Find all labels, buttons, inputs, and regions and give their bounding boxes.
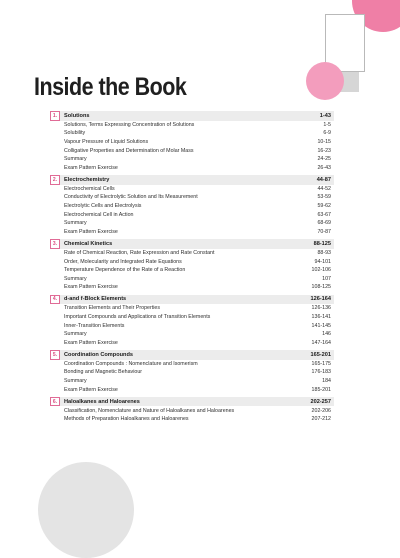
toc-entry-label: Exam Pattern Exercise <box>64 228 118 235</box>
chapter-page-range: 44-87 <box>316 176 331 183</box>
toc-entry[interactable] <box>64 249 331 258</box>
chapter-page-range: 126-164 <box>310 296 331 303</box>
chapter-section <box>50 350 334 394</box>
chapter-title: Chemical Kinetics <box>64 240 113 247</box>
decorative-pink-circle <box>306 62 344 100</box>
chapter-heading[interactable] <box>50 175 334 185</box>
chapter-title: d-and f-Block Elements <box>64 296 127 303</box>
chapter-number-badge: 4. <box>50 295 60 305</box>
chapter-title: Solutions <box>64 112 90 119</box>
toc-entry[interactable] <box>64 266 331 275</box>
chapter-page-range: 88-125 <box>313 240 331 247</box>
toc-entry-label: Summary <box>64 275 87 282</box>
toc-entry-pages: 147-164 <box>311 339 331 346</box>
toc-entry-label: Summary <box>64 220 87 227</box>
chapter-entry-list <box>50 121 334 173</box>
toc-entry-label: Exam Pattern Exercise <box>64 386 118 393</box>
toc-entry[interactable] <box>64 385 331 394</box>
chapter-section <box>50 397 334 424</box>
page-title: Inside the Book <box>34 73 187 101</box>
toc-entry-pages: 202-206 <box>311 407 331 414</box>
toc-entry-pages: 94-101 <box>314 258 331 265</box>
toc-entry[interactable] <box>64 406 331 415</box>
toc-entry-label: Classification, Nomenclature and Nature of Haloalkanes and Haloarenes <box>64 407 235 414</box>
toc-entry-label: Temperature Dependence of the Rate of a Reaction <box>64 267 186 274</box>
chapter-title: Haloalkanes and Haloarenes <box>64 398 140 405</box>
toc-entry-pages: 10-15 <box>317 138 331 145</box>
chapter-section <box>50 239 334 291</box>
toc-entry-pages: 102-106 <box>311 267 331 274</box>
chapter-number-badge: 1. <box>50 111 60 121</box>
toc-entry[interactable] <box>64 257 331 266</box>
toc-entry-label: Coordination Compounds : Nomenclature and Isomerism <box>64 360 198 367</box>
toc-entry[interactable] <box>64 185 331 194</box>
toc-entry[interactable] <box>64 377 331 386</box>
toc-entry-pages: 63-67 <box>317 211 331 218</box>
toc-entry-label: Bonding and Magnetic Behaviour <box>64 369 143 376</box>
chapter-page-range: 165-201 <box>310 351 331 358</box>
chapter-section <box>50 295 334 347</box>
toc-entry-label: Order, Molecularity and Integrated Rate Equations <box>64 258 182 265</box>
toc-entry-pages: 146 <box>322 331 331 338</box>
decorative-grey-circle <box>38 462 134 558</box>
chapter-number-badge: 2. <box>50 175 60 185</box>
toc-entry-pages: 141-145 <box>311 322 331 329</box>
toc-entry-pages: 68-69 <box>317 220 331 227</box>
toc-entry[interactable] <box>64 274 331 283</box>
toc-entry[interactable] <box>64 202 331 211</box>
chapter-section <box>50 175 334 236</box>
toc-entry-pages: 70-87 <box>317 228 331 235</box>
toc-entry[interactable] <box>64 129 331 138</box>
chapter-title: Coordination Compounds <box>64 351 133 358</box>
toc-entry[interactable] <box>64 146 331 155</box>
chapter-number-badge: 3. <box>50 239 60 249</box>
table-of-contents <box>50 111 334 427</box>
toc-entry-label: Transition Elements and Their Properties <box>64 305 160 312</box>
toc-entry-label: Inner-Transition Elements <box>64 322 125 329</box>
chapter-heading[interactable] <box>50 397 334 407</box>
chapter-section <box>50 111 334 172</box>
toc-entry[interactable] <box>64 228 331 237</box>
chapter-number-badge: 6. <box>50 397 60 407</box>
toc-entry[interactable] <box>64 338 331 347</box>
toc-entry-pages: 1-5 <box>323 121 331 128</box>
toc-entry-pages: 16-23 <box>317 147 331 154</box>
toc-entry[interactable] <box>64 163 331 172</box>
chapter-heading[interactable] <box>50 295 334 305</box>
toc-entry-pages: 176-183 <box>311 369 331 376</box>
toc-entry[interactable] <box>64 138 331 147</box>
toc-entry[interactable] <box>64 360 331 369</box>
toc-entry-label: Solutions, Terms Expressing Concentration of Solutions <box>64 121 195 128</box>
toc-entry-label: Important Compounds and Applications of Transition Elements <box>64 313 211 320</box>
toc-entry-label: Exam Pattern Exercise <box>64 339 118 346</box>
toc-entry-pages: 165-175 <box>311 360 331 367</box>
toc-entry-label: Electrolytic Cells and Electrolysis <box>64 203 142 210</box>
toc-entry-pages: 24-25 <box>317 156 331 163</box>
toc-entry-pages: 53-59 <box>317 194 331 201</box>
toc-entry[interactable] <box>64 210 331 219</box>
chapter-number-badge: 5. <box>50 350 60 360</box>
toc-entry[interactable] <box>64 330 331 339</box>
toc-entry-label: Electrochemical Cells <box>64 185 115 192</box>
chapter-heading[interactable] <box>50 111 334 121</box>
toc-entry-pages: 6-9 <box>323 130 331 137</box>
chapter-heading[interactable] <box>50 350 334 360</box>
toc-entry-pages: 107 <box>322 275 331 282</box>
toc-entry-label: Exam Pattern Exercise <box>64 164 118 171</box>
toc-entry[interactable] <box>64 368 331 377</box>
chapter-entry-list <box>50 185 334 237</box>
toc-entry-pages: 136-141 <box>311 313 331 320</box>
toc-entry-label: Colligative Properties and Determination of Molar Mass <box>64 147 194 154</box>
toc-entry-label: Conductivity of Electrolytic Solution and Its Measurement <box>64 194 198 201</box>
chapter-page-range: 202-257 <box>310 398 331 405</box>
toc-entry-pages: 26-43 <box>317 164 331 171</box>
toc-entry[interactable] <box>64 415 331 424</box>
chapter-title: Electrochemistry <box>64 176 110 183</box>
toc-entry[interactable] <box>64 304 331 313</box>
toc-entry[interactable] <box>64 121 331 130</box>
toc-entry-label: Electrochemical Cell in Action <box>64 211 134 218</box>
toc-entry-pages: 88-93 <box>317 249 331 256</box>
chapter-page-range: 1-43 <box>319 112 331 119</box>
toc-entry-label: Solubility <box>64 130 86 137</box>
toc-entry[interactable] <box>64 283 331 292</box>
toc-entry-label: Summary <box>64 331 87 338</box>
toc-entry[interactable] <box>64 313 331 322</box>
toc-entry-label: Summary <box>64 378 87 385</box>
toc-entry-label: Summary <box>64 156 87 163</box>
chapter-heading[interactable] <box>50 239 334 249</box>
toc-entry-label: Rate of Chemical Reaction, Rate Expression and Rate Constant <box>64 249 215 256</box>
toc-entry-pages: 184 <box>322 378 331 385</box>
toc-entry[interactable] <box>64 321 331 330</box>
toc-entry-label: Methods of Preparation Haloalkanes and Haloarenes <box>64 416 189 423</box>
chapter-entry-list <box>50 360 334 394</box>
toc-entry-pages: 59-62 <box>317 203 331 210</box>
toc-entry[interactable] <box>64 193 331 202</box>
toc-entry-label: Vapour Pressure of Liquid Solutions <box>64 138 149 145</box>
toc-entry-pages: 108-125 <box>311 284 331 291</box>
toc-entry[interactable] <box>64 155 331 164</box>
toc-entry-pages: 185-201 <box>311 386 331 393</box>
chapter-entry-list <box>50 406 334 423</box>
toc-entry[interactable] <box>64 219 331 228</box>
toc-entry-pages: 44-52 <box>317 185 331 192</box>
toc-entry-pages: 207-212 <box>311 416 331 423</box>
toc-entry-pages: 126-136 <box>311 305 331 312</box>
chapter-entry-list <box>50 249 334 292</box>
toc-entry-label: Exam Pattern Exercise <box>64 284 118 291</box>
chapter-entry-list <box>50 304 334 347</box>
